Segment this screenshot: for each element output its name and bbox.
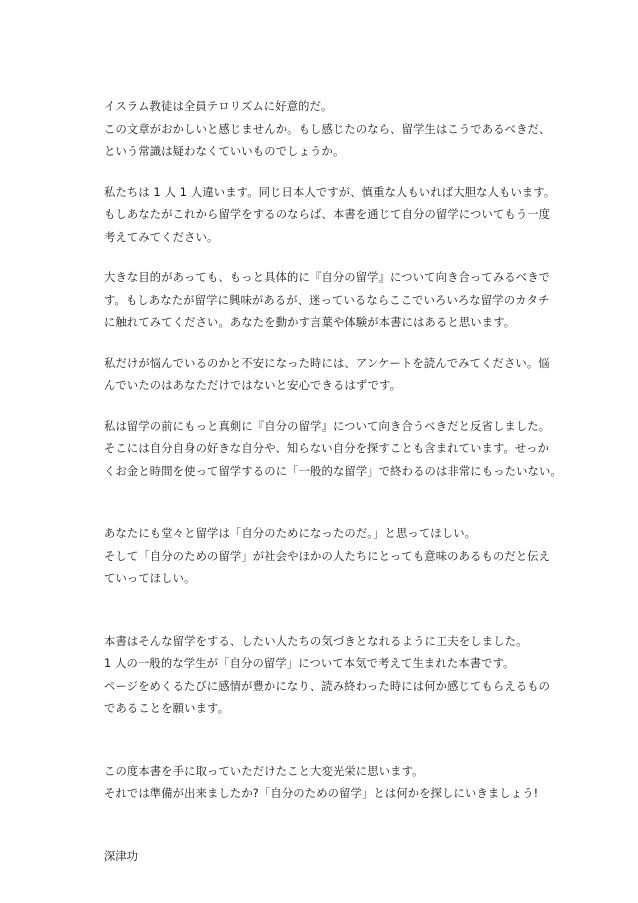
paragraph-3 <box>104 267 554 335</box>
text-line: そして「自分のための留学」が社会やほかの人たちにとっても意味のあるものだと伝え <box>104 549 551 563</box>
text-line: 私だけが悩んでいるのかと不安になった時には、アンケートを読んでみてください。悩 <box>104 356 550 370</box>
paragraph-1 <box>104 96 554 164</box>
text-line: んでいたのはあなただけではないと安心できるはずです。 <box>104 379 402 392</box>
spacer <box>104 483 554 523</box>
text-line: この文章がおかしいと感じませんか。もし感じたのなら、留学生はこうであるべきだ、 <box>104 122 551 136</box>
spacer <box>104 398 554 416</box>
text-line: ていってほしい。 <box>104 572 196 585</box>
spacer <box>104 591 554 631</box>
paragraph-4 <box>104 353 554 398</box>
text-line: あなたにも堂々と留学は「自分のためになったのだ。」と思ってほしい。 <box>104 527 477 540</box>
text-line: 大きな目的があっても、もっと具体的に『自分の留学』について向き合ってみるべきで <box>104 271 551 284</box>
paragraph-5 <box>104 416 562 484</box>
text-line: そこには自分自身の好きな自分や、知らない自分を探すことも含まれています。せっか <box>104 442 550 455</box>
spacer <box>104 806 554 846</box>
document-body <box>104 96 562 868</box>
paragraph-2 <box>104 182 554 250</box>
spacer <box>104 164 554 182</box>
spacer <box>104 335 554 353</box>
text-line: 1 人の一般的な学生が「自分の留学」について本気で考えて生まれた本書です。 <box>104 657 515 670</box>
text-line: イスラム教徒は全員テロリズムに好意的だ。 <box>104 100 333 113</box>
spacer <box>104 249 554 267</box>
text-line: 私は留学の前にもっと真剣に『自分の留学』について向き合うべきだと反省しました。 <box>104 419 551 433</box>
text-line: この度本書を手に取っていただけたこと大変光栄に思います。 <box>104 764 424 778</box>
author-signature: 深津功 <box>104 849 138 863</box>
text-line: であることを願います。 <box>104 702 230 715</box>
text-line: 私たちは 1 人 1 人違います。同じ日本人ですが、慎重な人もいれば大胆な人もいます。 <box>104 185 556 199</box>
paragraph-7 <box>104 631 554 721</box>
text-line: す。もしあなたが留学に興味があるが、迷っているならここでいろいろな留学のカタチ <box>104 293 550 307</box>
text-line: 考えてみてください。 <box>104 230 219 244</box>
text-line: くお金と時間を使って留学するのに「一般的な留学」で終わるのは非常にもったいない。 <box>104 464 562 478</box>
spacer <box>104 721 554 761</box>
paragraph-6 <box>104 523 554 591</box>
text-line: に触れてみてください。あなたを動かす言葉や体験が本書にはあると思います。 <box>104 316 516 329</box>
text-line: という常識は疑わなくていいものでしょうか。 <box>104 145 345 158</box>
text-line: もしあなたがこれから留学をするのならば、本書を通じて自分の留学についてもう一度 <box>104 208 551 221</box>
text-line: ページをめくるたびに感情が豊かになり、読み終わった時には何か感じてもらえるもの <box>104 679 551 693</box>
paragraph-8 <box>104 761 554 806</box>
text-line: それでは準備が出来ましたか?「自分のための留学」とは何かを探しにいきましょう! <box>104 787 539 800</box>
text-line: 本書はそんな留学をする、したい人たちの気づきとなれるように工夫をしました。 <box>104 634 528 648</box>
